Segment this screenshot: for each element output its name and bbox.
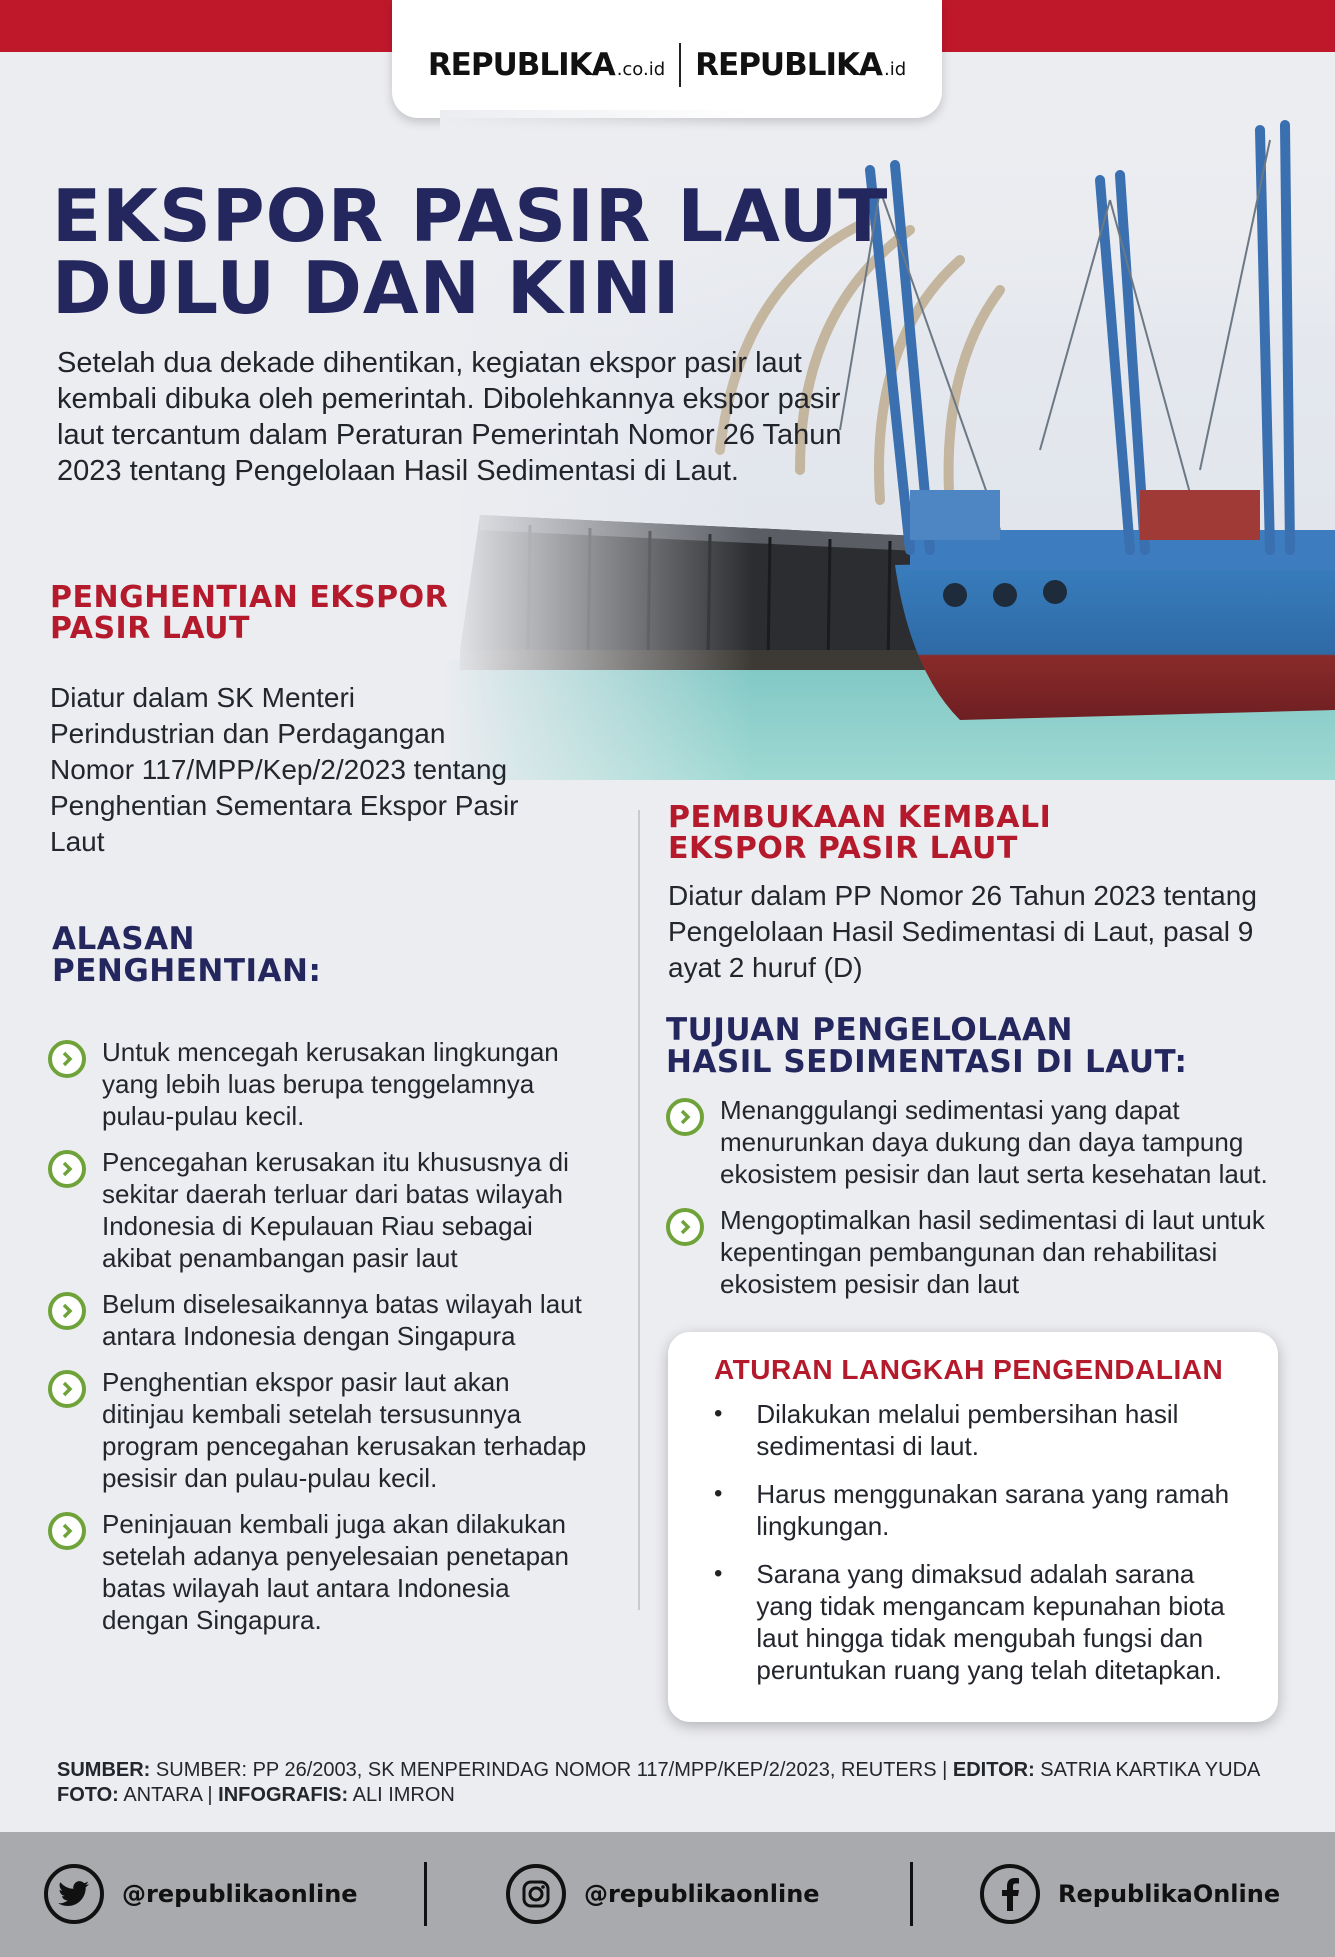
section-heading-tujuan: TUJUAN PENGELOLAAN HASIL SEDIMENTASI DI LAUT: — [666, 1012, 1188, 1080]
social-footer — [0, 1832, 1335, 1957]
list-item: Peninjauan kembali juga akan dilakukan setelah adanya penyelesaian penetapan batas wilayah laut antara Indonesia dengan Singapura. — [48, 1508, 588, 1636]
chevron-right-icon — [48, 1292, 86, 1330]
list-item: Penghentian ekspor pasir laut akan ditinjau kembali setelah tersusunnya program pencegahan kerusakan terhadap pesisir dan pulau-pulau kecil. — [48, 1366, 588, 1494]
republika-id-logo[interactable]: REPUBLIKA .id — [695, 47, 907, 83]
republika-co-id-logo[interactable]: REPUBLIKA .co.id — [427, 47, 666, 83]
list-item: • Dilakukan melalui pembersihan hasil sedimentasi di laut. — [714, 1399, 1179, 1461]
reasons-list — [48, 1036, 588, 1636]
list-item: • Sarana yang dimaksud adalah sarana yang tidak mengancam kepunahan biota laut hingga tidak mengubah fungsi dan peruntukan ruang yang telah ditetapkan. — [714, 1559, 1225, 1685]
column-divider — [638, 810, 640, 1610]
page-title-line-1: EKSPOR PASIR LAUT — [52, 174, 889, 258]
credits: SUMBER: SUMBER: PP 26/2003, SK MENPERINDAG NOMOR 117/MPP/KEP/2/2023, REUTERS | EDITOR: SATRIA KARTIKA YUDA FOTO: ANTARA | INFOGRAFIS: ALI IMRON — [57, 1759, 1261, 1806]
page-title-line-2: DULU DAN KINI — [52, 246, 681, 330]
list-item: Belum diselesaikannya batas wilayah laut antara Indonesia dengan Singapura — [48, 1288, 588, 1352]
chevron-right-icon — [48, 1150, 86, 1188]
facebook-icon[interactable] — [980, 1864, 1040, 1924]
twitter-link[interactable]: @republikaonline — [44, 1864, 358, 1924]
logo-tab — [392, 0, 942, 118]
section-heading-alasan: ALASAN PENGHENTIAN: — [52, 921, 322, 989]
chevron-right-icon — [48, 1512, 86, 1550]
facebook-link[interactable]: RepublikaOnline — [980, 1864, 1280, 1924]
rules-card — [668, 1332, 1278, 1722]
list-item: Menanggulangi sedimentasi yang dapat menurunkan daya dukung dan daya tampung ekosistem pesisir dan laut serta kesehatan laut. — [666, 1094, 1291, 1190]
chevron-right-icon — [666, 1208, 704, 1246]
instagram-link[interactable]: @republikaonline — [506, 1864, 820, 1924]
section-heading-penghentian: PENGHENTIAN EKSPOR PASIR LAUT — [50, 580, 449, 646]
pembukaan-regulation-text: Diatur dalam PP Nomor 26 Tahun 2023 tentang Pengelolaan Hasil Sedimentasi di Laut, pasal 9 ayat 2 huruf (D) — [668, 880, 1257, 983]
twitter-icon[interactable] — [44, 1864, 104, 1924]
penghentian-regulation-text: Diatur dalam SK Menteri Perindustrian dan Perdagangan Nomor 117/MPP/Kep/2/2023 tentang Penghentian Sementara Ekspor Pasir Laut — [50, 682, 519, 857]
footer-separator — [424, 1862, 427, 1926]
chevron-right-icon — [48, 1040, 86, 1078]
chevron-right-icon — [48, 1370, 86, 1408]
chevron-right-icon — [666, 1098, 704, 1136]
list-item: Pencegahan kerusakan itu khususnya di sekitar daerah terluar dari batas wilayah Indonesia di Kepulauan Riau sebagai akibat penambangan pasir laut — [48, 1146, 588, 1274]
rules-card-title: ATURAN LANGKAH PENGENDALIAN — [714, 1354, 1224, 1385]
goals-list — [666, 1094, 1291, 1300]
section-heading-pembukaan: PEMBUKAAN KEMBALI EKSPOR PASIR LAUT — [668, 800, 1052, 866]
intro-paragraph: Setelah dua dekade dihentikan, kegiatan ekspor pasir laut kembali dibuka oleh pemerintah. Dibolehkannya ekspor pasir laut tercantum dalam Peraturan Pemerintah Nomor 26 Tahun 2023 tentang Pengelolaan Hasil Sedimentasi di Laut. — [57, 347, 842, 487]
list-item: • Harus menggunakan sarana yang ramah lingkungan. — [714, 1479, 1230, 1541]
list-item: Untuk mencegah kerusakan lingkungan yang lebih luas berupa tenggelamnya pulau-pulau kecil. — [48, 1036, 588, 1132]
instagram-icon[interactable] — [506, 1864, 566, 1924]
footer-separator — [910, 1862, 913, 1926]
list-item: Mengoptimalkan hasil sedimentasi di laut untuk kepentingan pembangunan dan rehabilitasi ekosistem pesisir dan laut — [666, 1204, 1291, 1300]
logo-divider — [679, 43, 681, 87]
